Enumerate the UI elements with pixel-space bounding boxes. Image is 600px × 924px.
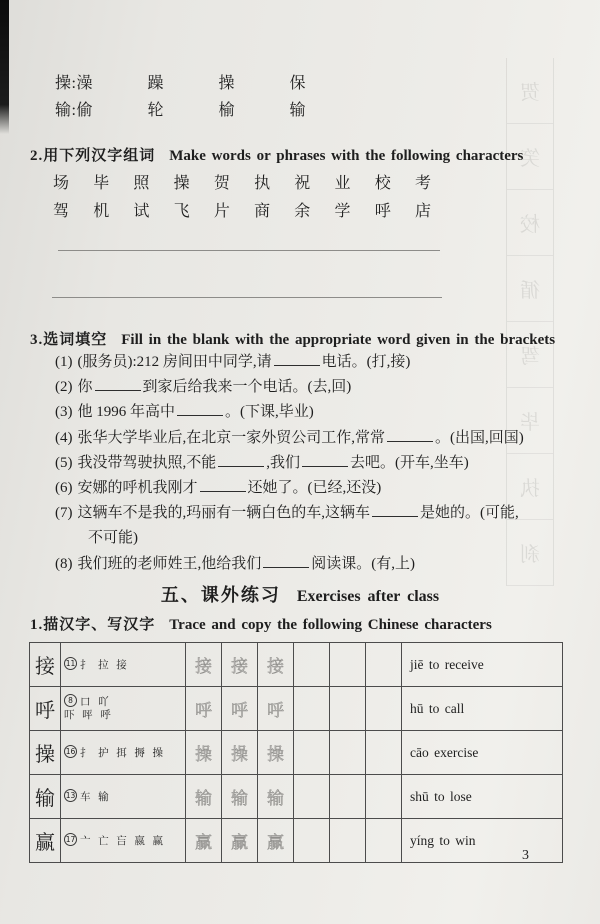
pinyin-gloss: hū to call [402,687,563,731]
item-text: 还她了。(已经,还没) [247,480,382,497]
stroke-order-sequence: 扌 拉 接 [80,659,127,671]
bank-character: 操 [173,175,190,192]
stroke-order-sequence: 口 吖 [80,696,109,708]
practice-cell[interactable] [366,731,402,775]
bleed-through-character: 贺 [507,58,553,124]
trace-cell[interactable]: 呼 [186,687,222,731]
stroke-order-cell [61,819,186,863]
fill-blank-item [55,476,600,501]
item-text: 他 1996 年高中 [77,404,176,421]
trace-title-en: Trace and copy the following Chinese characters [169,617,492,633]
review-row: 操:澡 躁 操 保 [55,75,306,92]
stroke-count-badge: 8 [64,694,77,707]
item-number: (6) [55,480,73,497]
trace-cell[interactable]: 输 [222,775,258,819]
trace-title-zh: 1.描汉字、写汉字 [30,617,156,633]
section5-title-zh: 五、课外练习 [160,585,281,605]
trace-exercise-heading [30,613,492,634]
bank-character: 场 [52,175,69,192]
item-text: 这辆车不是我的,玛丽有一辆白色的车,这辆车 [77,505,371,522]
trace-cell[interactable]: 接 [258,643,294,687]
bleed-through-character: 刹 [507,520,553,586]
stroke-order-cell [61,775,186,819]
stroke-count-badge: 17 [64,833,77,846]
bank-character: 业 [334,175,351,192]
trace-cell[interactable]: 赢 [258,819,294,863]
section3-title-zh: 3.选词填空 [30,332,108,348]
trace-cell[interactable]: 操 [222,731,258,775]
practice-cell[interactable] [366,775,402,819]
answer-blank[interactable] [177,402,223,416]
target-character: 输 [30,775,61,819]
trace-copy-table [29,642,563,863]
answer-line[interactable] [52,297,442,298]
section2-heading [30,144,523,165]
item-number: (1) [55,354,73,370]
item-text: 。(出国,回国) [435,429,524,446]
section5-title-en: Exercises after class [296,588,440,605]
page-number: 3 [522,848,529,863]
bank-character: 毕 [93,175,110,192]
item-number: (8) [55,555,73,572]
pinyin-gloss: shū to lose [402,775,563,819]
table-row [30,819,563,863]
item-text: ,我们 [266,454,301,471]
pinyin-gloss: cāo exercise [402,731,563,775]
stroke-count-badge: 13 [64,789,77,802]
item-text: 我们班的老师姓王,他给我们 [77,555,262,572]
fill-blank-item [55,451,600,476]
bleed-through-character: 毕 [507,388,553,454]
item-text: 。(下课,毕业) [225,404,314,421]
fill-blank-item [55,552,600,577]
table-row [30,775,563,819]
practice-cell[interactable] [294,731,330,775]
target-character: 呼 [30,687,61,731]
section5-heading [0,581,600,607]
item-text: 是她的。(可能, [420,505,519,522]
item-number: (5) [55,454,73,471]
trace-cell[interactable]: 操 [258,731,294,775]
practice-cell[interactable] [366,643,402,687]
bank-character: 执 [254,175,271,192]
answer-blank[interactable] [387,428,433,442]
item-text: 不可能) [88,530,138,547]
similar-characters-review [55,70,306,124]
bank-character: 试 [133,203,150,220]
stroke-order-sequence-line2: 吓 呯 呼 [64,710,111,722]
stroke-count-badge: 11 [64,657,77,670]
answer-blank[interactable] [274,352,320,366]
item-text: 到家后给我来一个电话。(去,回) [142,379,352,396]
bank-character: 照 [133,175,150,192]
table-row [30,731,563,775]
bank-character: 飞 [173,203,190,220]
item-text: (服务员):212 房间田中同学,请 [77,354,272,370]
answer-blank[interactable] [200,478,246,492]
fill-blank-item [55,375,600,400]
stroke-order-sequence: 车 输 [80,791,109,803]
bank-character: 学 [334,203,351,220]
item-number: (4) [55,429,73,446]
trace-cell[interactable]: 呼 [222,687,258,731]
item-text: 张华大学毕业后,在北京一家外贸公司工作,常常 [77,429,386,446]
bank-character: 机 [93,203,110,220]
practice-cell[interactable] [294,775,330,819]
trace-cell[interactable]: 输 [186,775,222,819]
trace-cell[interactable]: 输 [258,775,294,819]
character-bank [52,170,432,226]
bank-character: 校 [374,175,391,192]
stroke-order-sequence: 扌 护 挕 搙 操 [80,747,163,759]
pinyin-gloss: jiē to receive [402,643,563,687]
bank-character: 驾 [52,203,69,220]
fill-blank-item [55,400,600,425]
character-bank-row [52,198,432,226]
practice-cell[interactable] [294,643,330,687]
trace-cell[interactable]: 接 [222,643,258,687]
stroke-order-sequence: 亠 亡 吂 嬴 赢 [80,835,163,847]
trace-cell[interactable]: 接 [186,643,222,687]
practice-cell[interactable] [330,687,366,731]
item-text: 安娜的呼机我刚才 [77,480,198,497]
fill-blank-item [55,501,600,526]
answer-blank[interactable] [95,377,141,391]
item-text: 阅读课。(有,上) [311,555,416,572]
section2-title-en: Make words or phrases with the following characters [169,148,524,164]
bank-character: 贺 [213,175,230,192]
practice-cell[interactable] [330,775,366,819]
item-number: (3) [55,404,73,421]
target-character: 操 [30,731,61,775]
scan-edge-shadow [0,0,9,134]
item-text: 去吧。(开车,坐车) [350,454,469,471]
bank-character: 店 [414,203,431,220]
fill-blank-item-continuation [55,526,600,551]
answer-line[interactable] [58,250,440,251]
stroke-count-badge: 16 [64,745,77,758]
character-bank-row [52,170,432,198]
item-text: 我没带驾驶执照,不能 [77,454,217,471]
item-text: 你 [77,379,93,396]
trace-cell[interactable]: 操 [186,731,222,775]
fill-blank-item [55,426,600,451]
bleed-through-character: 笑 [507,124,553,190]
bank-character: 考 [414,175,431,192]
answer-blank[interactable] [218,453,264,467]
practice-cell[interactable] [330,819,366,863]
bleed-through-character: 校 [507,190,553,256]
trace-cell[interactable]: 赢 [222,819,258,863]
item-number: (7) [55,505,73,522]
stroke-order-cell [61,643,186,687]
bank-character: 祝 [294,175,311,192]
bank-character: 呼 [374,203,391,220]
bleed-through-character: 循 [507,256,553,322]
item-number: (2) [55,379,73,396]
practice-cell[interactable] [294,687,330,731]
bleed-through-character: 驾 [507,322,553,388]
practice-cell[interactable] [330,731,366,775]
bank-character: 余 [294,203,311,220]
stroke-order-cell [61,687,186,731]
practice-cell[interactable] [366,687,402,731]
practice-cell[interactable] [366,819,402,863]
target-character: 接 [30,643,61,687]
bank-character: 片 [213,203,230,220]
bank-character: 商 [254,203,271,220]
trace-cell[interactable]: 赢 [186,819,222,863]
stroke-order-cell [61,731,186,775]
target-character: 赢 [30,819,61,863]
section2-title-zh: 2.用下列汉字组词 [30,148,156,164]
table-row [30,643,563,687]
fill-blank-exercise [55,350,600,577]
trace-cell[interactable]: 呼 [258,687,294,731]
section3-heading [30,328,555,349]
section3-title-en: Fill in the blank with the appropriate word given in the brackets [121,332,556,348]
item-text: 电话。(打,接) [321,354,411,370]
answer-blank[interactable] [302,453,348,467]
fill-blank-item [55,350,600,375]
practice-cell[interactable] [294,819,330,863]
practice-cell[interactable] [330,643,366,687]
answer-blank[interactable] [263,554,309,568]
pinyin-gloss: yíng to win [402,819,563,863]
answer-blank[interactable] [372,503,418,517]
review-row: 输:偷 轮 榆 输 [55,102,306,119]
bleed-through-character: 执 [507,454,553,520]
table-row [30,687,563,731]
